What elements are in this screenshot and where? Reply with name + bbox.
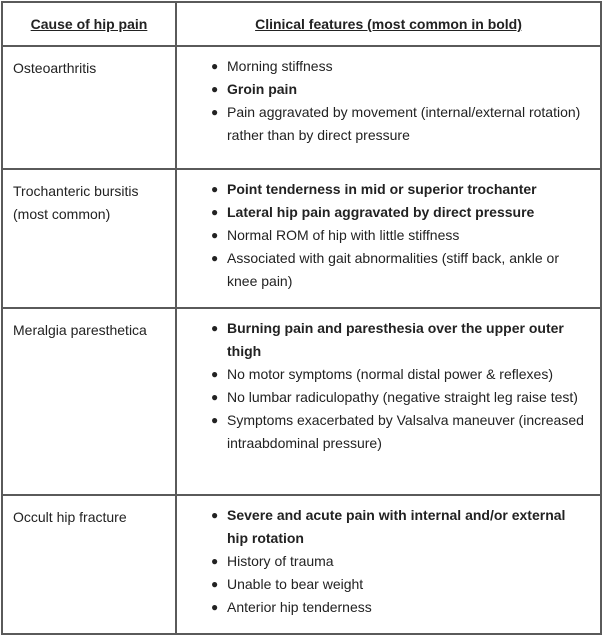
cause-cell: Meralgia paresthetica xyxy=(2,308,176,495)
feature-item: ● Anterior hip tenderness xyxy=(227,596,590,619)
header-row xyxy=(2,2,601,46)
feature-list xyxy=(187,178,590,293)
header-cause: Cause of hip pain xyxy=(2,2,176,46)
header-clinical-features: Clinical features (most common in bold) xyxy=(176,2,601,46)
feature-item: ● No motor symptoms (normal distal power & reflexes) xyxy=(227,363,590,386)
features-cell xyxy=(176,495,601,634)
feature-item: ● Severe and acute pain with internal and/or external hip rotation xyxy=(227,504,590,550)
bullet-icon: ● xyxy=(211,390,219,404)
feature-item: ● Associated with gait abnormalities (stiff back, ankle or knee pain) xyxy=(227,247,590,293)
bullet-icon: ● xyxy=(211,251,219,265)
bullet-icon: ● xyxy=(211,367,219,381)
bullet-icon: ● xyxy=(211,82,219,96)
feature-item: ● Normal ROM of hip with little stiffness xyxy=(227,224,590,247)
feature-item: ● Lateral hip pain aggravated by direct pressure xyxy=(227,201,590,224)
cause-cell: Trochanteric bursitis (most common) xyxy=(2,169,176,308)
feature-item: ● Morning stiffness xyxy=(227,55,590,78)
bullet-icon: ● xyxy=(211,413,219,427)
bullet-icon: ● xyxy=(211,577,219,591)
feature-item: ● History of trauma xyxy=(227,550,590,573)
cause-cell: Osteoarthritis xyxy=(2,46,176,169)
features-cell xyxy=(176,308,601,495)
bullet-icon: ● xyxy=(211,554,219,568)
table-row xyxy=(2,495,601,634)
bullet-icon: ● xyxy=(211,508,219,522)
features-cell xyxy=(176,46,601,169)
feature-item: ● Pain aggravated by movement (internal/external rotation) rather than by direct pressure xyxy=(227,101,590,147)
bullet-icon: ● xyxy=(211,600,219,614)
table-row xyxy=(2,308,601,495)
bullet-icon: ● xyxy=(211,182,219,196)
feature-item: ● Unable to bear weight xyxy=(227,573,590,596)
feature-item: ● Burning pain and paresthesia over the upper outer thigh xyxy=(227,317,590,363)
feature-item: ● Symptoms exacerbated by Valsalva maneuver (increased intraabdominal pressure) xyxy=(227,409,590,455)
bullet-icon: ● xyxy=(211,321,219,335)
features-cell xyxy=(176,169,601,308)
cause-cell: Occult hip fracture xyxy=(2,495,176,634)
bullet-icon: ● xyxy=(211,59,219,73)
feature-list xyxy=(187,55,590,147)
bullet-icon: ● xyxy=(211,105,219,119)
feature-item: ● Groin pain xyxy=(227,78,590,101)
feature-item: ● Point tenderness in mid or superior trochanter xyxy=(227,178,590,201)
feature-list xyxy=(187,317,590,455)
hip-pain-table xyxy=(1,1,602,635)
table-row xyxy=(2,46,601,169)
bullet-icon: ● xyxy=(211,205,219,219)
table-row xyxy=(2,169,601,308)
feature-list xyxy=(187,504,590,619)
feature-item: ● No lumbar radiculopathy (negative straight leg raise test) xyxy=(227,386,590,409)
bullet-icon: ● xyxy=(211,228,219,242)
